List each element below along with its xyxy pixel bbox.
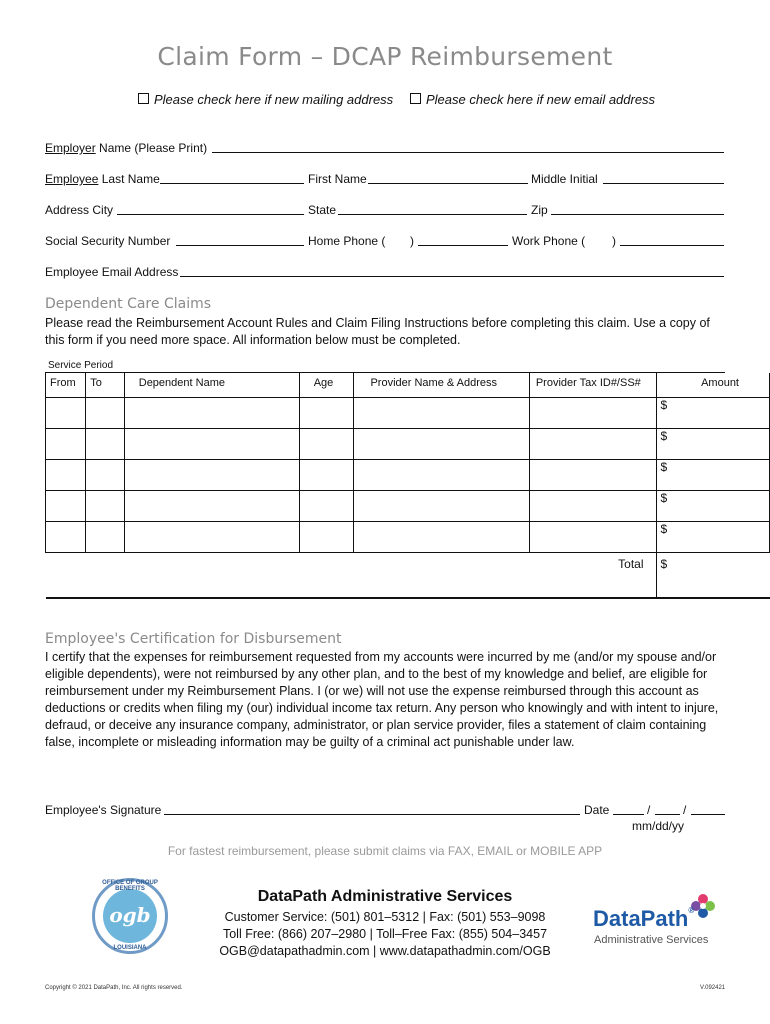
total-label: Total	[46, 553, 657, 599]
table-row[interactable]	[46, 491, 770, 522]
state-label: State	[308, 203, 337, 217]
signature-field[interactable]	[164, 814, 580, 815]
home-phone-paren: )	[410, 234, 414, 248]
address-city-label: Address City	[45, 203, 114, 217]
service-period-label: Service Period	[48, 360, 114, 371]
employee-last-name-label: Employee Last Name	[45, 172, 160, 186]
table-row[interactable]	[46, 522, 770, 553]
amount-cell[interactable]: $	[656, 429, 769, 460]
ssn-field[interactable]	[176, 245, 304, 246]
certification-heading: Employee's Certification for Disbursement	[45, 631, 342, 647]
zip-field[interactable]	[551, 214, 724, 215]
col-to: To	[86, 373, 125, 398]
date-format-hint: mm/dd/yy	[632, 819, 685, 833]
copyright: Copyright © 2021 DataPath, Inc. All rights reserved.	[45, 985, 183, 991]
contact-line-web: OGB@datapathadmin.com | www.datapathadmin.com/OGB	[219, 944, 551, 958]
date-separator: /	[647, 803, 651, 817]
submit-note: For fastest reimbursement, please submit claims via FAX, EMAIL or MOBILE APP	[167, 844, 603, 858]
seal-ring-bottom-text: LOUISIANA	[113, 945, 147, 951]
employee-email-label: Employee Email Address	[45, 265, 179, 279]
work-phone-label: Work Phone (	[512, 234, 586, 248]
company-name: DataPath Administrative Services	[257, 888, 513, 905]
datapath-wordmark: DataPath®	[593, 906, 695, 931]
employer-name-label: Employer Name (Please Print)	[45, 141, 208, 155]
table-row[interactable]	[46, 398, 770, 429]
first-name-label: First Name	[308, 172, 367, 186]
state-field[interactable]	[338, 214, 527, 215]
employee-email-field[interactable]	[180, 276, 724, 277]
form-version: V.092421	[700, 985, 726, 991]
total-amount-cell[interactable]: $	[656, 553, 769, 599]
amount-cell[interactable]: $	[656, 522, 769, 553]
dependent-care-claims-heading: Dependent Care Claims	[45, 296, 212, 312]
home-phone-field[interactable]	[418, 245, 508, 246]
work-phone-paren: )	[612, 234, 616, 248]
work-phone-field[interactable]	[620, 245, 724, 246]
claims-header-row	[46, 373, 770, 398]
last-name-field[interactable]	[160, 183, 304, 184]
contact-block	[195, 909, 575, 960]
signature-label: Employee's Signature	[45, 803, 162, 817]
amount-cell[interactable]: $	[656, 398, 769, 429]
first-name-field[interactable]	[368, 183, 528, 184]
date-year-field[interactable]	[691, 814, 725, 815]
page-title: Claim Form – DCAP Reimbursement	[157, 42, 613, 71]
employer-name-field[interactable]	[212, 152, 724, 153]
seal-ring-top-text: OFFICE OF GROUP BENEFITS	[102, 880, 158, 892]
certification-text: I certify that the expenses for reimbursement requested from my accounts were incurred by me (and/or my spouse and/or eligible dependents), were not reimbursed by any other plan, and to the best of my knowledge and belief, are eligible for reimbursement under my Reimbursement Plans. I (or we) will not use the expense reimbursed through this account as deductions or credits when filing my (our) individual income tax return. Any person who knowingly and with intent to injure, defraud, or deceive any insurance company, administrator, or plan service provider, files a statement of claim containing false, incomplete or misleading information may be guilty of a criminal act punishable under law.	[45, 650, 719, 749]
date-day-field[interactable]	[655, 814, 680, 815]
new-email-address-option[interactable]	[410, 92, 655, 107]
address-city-field[interactable]	[117, 214, 304, 215]
total-row	[46, 553, 770, 599]
col-provider-name: Provider Name & Address	[354, 373, 529, 398]
datapath-tagline: Administrative Services	[594, 934, 709, 946]
date-label: Date	[584, 803, 610, 817]
seal-center-text: ogb	[109, 903, 151, 927]
claims-instructions: Please read the Reimbursement Account Rules and Claim Filing Instructions before completing this claim. Use a copy of this form if you need more space. All information below must be completed.	[45, 316, 710, 347]
col-from: From	[46, 373, 86, 398]
date-separator: /	[683, 803, 687, 817]
middle-initial-label: Middle Initial	[531, 172, 598, 186]
new-email-address-label: Please check here if new email address	[426, 92, 656, 107]
new-mailing-address-checkbox[interactable]	[138, 93, 149, 104]
col-amount: Amount	[656, 373, 769, 398]
claims-table	[45, 373, 770, 599]
table-row[interactable]	[46, 429, 770, 460]
date-month-field[interactable]	[613, 814, 644, 815]
col-provider-tax-id: Provider Tax ID#/SS#	[529, 373, 656, 398]
table-row[interactable]	[46, 460, 770, 491]
contact-line-phone: Customer Service: (501) 801–5312 | Fax: (501) 553–9098	[224, 910, 546, 924]
middle-initial-field[interactable]	[603, 183, 724, 184]
home-phone-label: Home Phone (	[308, 234, 386, 248]
col-age: Age	[299, 373, 354, 398]
contact-line-toll-free: Toll Free: (866) 207–2980 | Toll–Free Fax: (855) 504–3457	[222, 927, 548, 941]
new-mailing-address-option[interactable]	[138, 92, 393, 107]
new-email-address-checkbox[interactable]	[410, 93, 421, 104]
ssn-label: Social Security Number	[45, 234, 171, 248]
amount-cell[interactable]: $	[656, 491, 769, 522]
zip-label: Zip	[531, 203, 548, 217]
new-mailing-address-label: Please check here if new mailing address	[154, 92, 394, 107]
col-dependent-name: Dependent Name	[124, 373, 299, 398]
amount-cell[interactable]: $	[656, 460, 769, 491]
